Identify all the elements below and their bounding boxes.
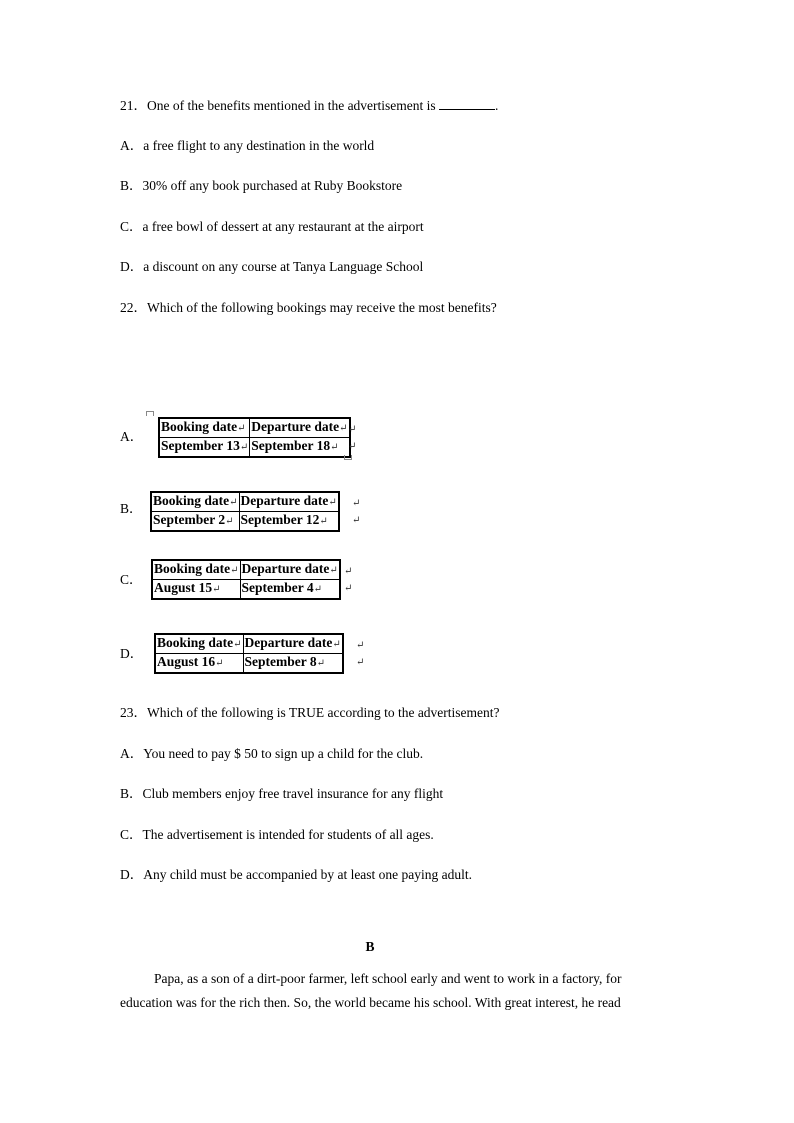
- booking-date-cell: August 16↵: [155, 654, 243, 674]
- question-23-stem: 23．Which of the following is TRUE according to the advertisement?: [120, 705, 500, 720]
- q21-option-b: B．30% off any book purchased at Ruby Bookstore: [120, 178, 403, 193]
- q23-option-d: D．Any child must be accompanied by at least one paying adult.: [120, 867, 473, 882]
- passage-line: education was for the rich then. So, the world became his school. With great interest, he read: [120, 995, 621, 1010]
- q22-option-a-table: [158, 417, 351, 458]
- q22-option-d-table: [154, 633, 344, 674]
- header-departure-date: Departure date↵: [239, 492, 339, 512]
- header-booking-date: Booking date↵: [159, 418, 250, 438]
- header-booking-date: Booking date↵: [151, 492, 239, 512]
- q22-option-a-label: A．: [120, 429, 144, 444]
- row-end-mark: ↵: [348, 441, 357, 452]
- question-22-stem: 22．Which of the following bookings may receive the most benefits?: [120, 300, 497, 315]
- row-end-mark: ↵: [352, 515, 361, 526]
- section-heading: B: [365, 939, 375, 954]
- q23-option-b: B．Club members enjoy free travel insurance for any flight: [120, 786, 444, 801]
- header-departure-date: Departure date↵: [243, 634, 343, 654]
- passage-paragraph: [120, 967, 640, 1015]
- q23-option-c: C．The advertisement is intended for students of all ages.: [120, 827, 434, 842]
- row-end-mark: ↵: [344, 583, 353, 594]
- table-resize-handle: [344, 455, 352, 460]
- header-booking-date: Booking date↵: [152, 560, 240, 580]
- departure-date-cell: September 12↵: [239, 512, 339, 532]
- q22-option-c-label: C．: [120, 572, 143, 587]
- booking-date-cell: September 13↵: [159, 438, 250, 458]
- q22-option-b-label: B．: [120, 501, 143, 516]
- q22-option-b-table: [150, 491, 340, 532]
- question-21-stem: 21．One of the benefits mentioned in the advertisement is .: [120, 98, 499, 113]
- row-end-mark: ↵: [356, 657, 365, 668]
- row-end-mark: ↵: [356, 640, 365, 651]
- answer-blank: [439, 97, 495, 110]
- passage-line: Papa, as a son of a dirt-poor farmer, left school early and went to work in a factory, for: [154, 971, 622, 986]
- row-end-mark: ↵: [344, 566, 353, 577]
- q23-option-a: A．You need to pay $ 50 to sign up a child for the club.: [120, 746, 424, 761]
- header-departure-date: Departure date↵: [240, 560, 340, 580]
- header-booking-date: Booking date↵: [155, 634, 243, 654]
- row-end-mark: ↵: [348, 424, 357, 435]
- departure-date-cell: September 18↵: [250, 438, 350, 458]
- departure-date-cell: September 8↵: [243, 654, 343, 674]
- table-move-handle: [146, 411, 154, 416]
- q21-option-d: D．a discount on any course at Tanya Language School: [120, 259, 424, 274]
- row-end-mark: ↵: [352, 498, 361, 509]
- q21-option-c: C．a free bowl of dessert at any restaurant at the airport: [120, 219, 424, 234]
- header-departure-date: Departure date↵: [250, 418, 350, 438]
- departure-date-cell: September 4↵: [240, 580, 340, 600]
- q22-option-d-label: D．: [120, 646, 144, 661]
- q21-option-a: A．a free flight to any destination in the world: [120, 138, 375, 153]
- booking-date-cell: August 15↵: [152, 580, 240, 600]
- booking-date-cell: September 2↵: [151, 512, 239, 532]
- q22-option-c-table: [151, 559, 341, 600]
